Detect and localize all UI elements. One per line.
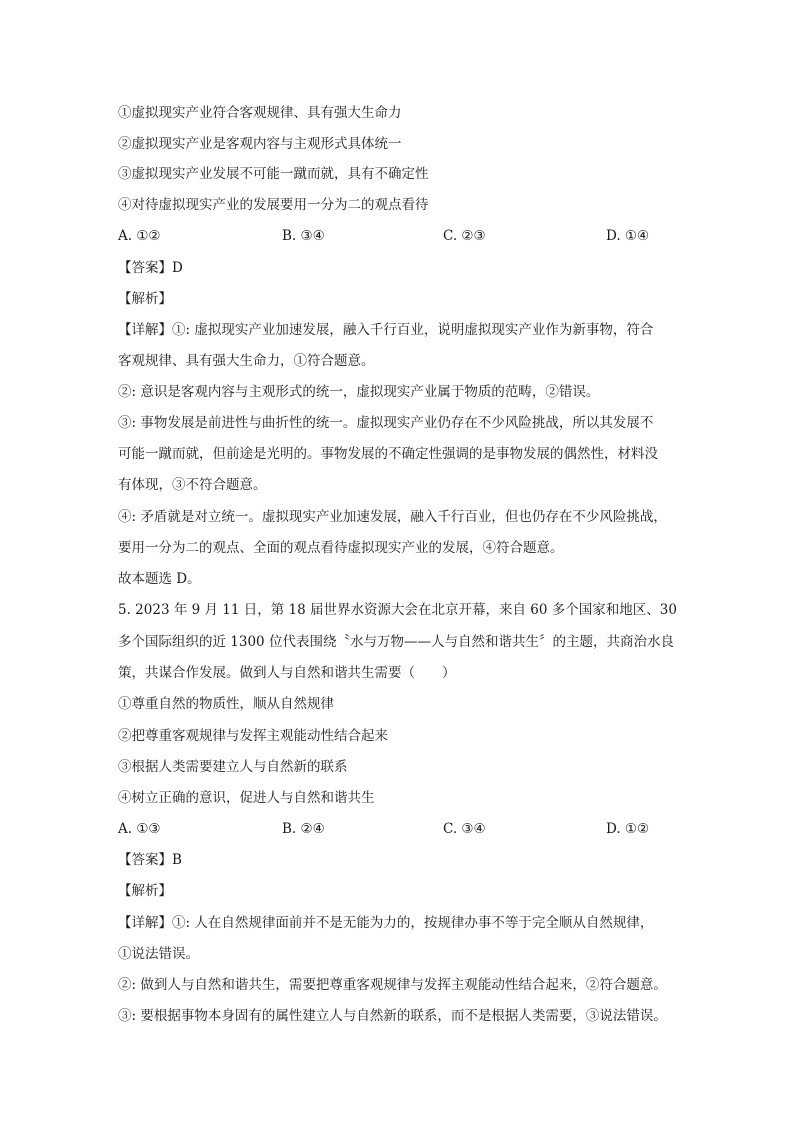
q4-option-c: C. ②③	[443, 228, 486, 244]
q4-detail-line-4: ③: 事物发展是前进性与曲折性的统一。虚拟现实产业仍存在不少风险挑战，所以其发展不	[118, 415, 654, 431]
q4-detail-line-5: 可能一蹴而就，但前途是光明的。事物发展的不确定性强调的是事物发展的偶然性，材料没	[118, 446, 658, 462]
q5-detail-line-1	[118, 913, 653, 933]
q4-conclusion: 故本题选 D。	[118, 571, 201, 587]
q5-detail-line-3: ②: 做到人与自然和谐共生，需要把尊重客观规律与发挥主观能动性结合起来，②符合题意。	[118, 977, 667, 993]
q4-detail-line-2: 客观规律、具有强大生命力，①符合题意。	[118, 353, 375, 369]
q4-statement-2: ②虚拟现实产业是客观内容与主观形式具体统一	[118, 136, 402, 152]
q4-detail-line-1	[118, 320, 653, 340]
q5-option-a: A. ①③	[118, 821, 161, 837]
q5-analysis-tag: 【解析】	[118, 883, 172, 899]
q4-detail-line-6: 有体现，③不符合题意。	[118, 477, 267, 493]
q4-statement-4: ④对待虚拟现实产业的发展要用一分为二的观点看待	[118, 197, 429, 213]
q5-option-b: B. ②④	[282, 821, 325, 837]
q4-statement-3: ③虚拟现实产业发展不可能一蹴而就，具有不确定性	[118, 166, 429, 182]
q5-answer-value: B	[172, 852, 182, 868]
q5-answer	[118, 850, 182, 870]
q4-detail-line-3: ②: 意识是客观内容与主观形式的统一，虚拟现实产业属于物质的范畴，②错误。	[118, 384, 600, 400]
q4-analysis-tag: 【解析】	[118, 291, 172, 307]
q4-detail-line-7: ④: 矛盾就是对立统一。虚拟现实产业加速发展，融入千行百业，但也仍存在不少风险挑战，	[118, 509, 667, 525]
q5-option-c: C. ③④	[443, 821, 486, 837]
q4-detail-text-1: ①: 虚拟现实产业加速发展，融入千行百业，说明虚拟现实产业作为新事物，符合	[172, 322, 654, 338]
q5-statement-4: ④树立正确的意识，促进人与自然和谐共生	[118, 790, 375, 806]
q4-option-a: A. ①②	[118, 228, 161, 244]
q5-statement-1: ①尊重自然的物质性，顺从自然规律	[118, 696, 334, 712]
q5-answer-tag: 【答案】	[118, 852, 172, 868]
q5-option-d: D. ①②	[606, 821, 650, 837]
q5-detail-line-2: ①说法错误。	[118, 946, 199, 962]
q4-statement-1: ①虚拟现实产业符合客观规律、具有强大生命力	[118, 105, 402, 121]
q4-detail-tag: 【详解】	[118, 322, 172, 338]
q5-detail-line-4: ③: 要根据事物本身固有的属性建立人与自然新的联系，而不是根据人类需要，③说法错误。	[118, 1008, 667, 1024]
q5-options	[118, 819, 678, 839]
q4-options	[118, 226, 678, 246]
q5-detail-text-1: ①: 人在自然规律面前并不是无能为力的，按规律办事不等于完全顺从自然规律，	[172, 915, 654, 931]
q4-option-d: D. ①④	[606, 228, 650, 244]
q5-detail-tag: 【详解】	[118, 915, 172, 931]
q4-answer	[118, 258, 183, 278]
q5-statement-3: ③根据人类需要建立人与自然新的联系	[118, 759, 348, 775]
q4-answer-value: D	[172, 260, 183, 276]
q4-detail-line-8: 要用一分为二的观点、全面的观点看待虚拟现实产业的发展，④符合题意。	[118, 540, 564, 556]
q4-answer-tag: 【答案】	[118, 260, 172, 276]
q5-stem-line-3: 策，共谋合作发展。做到人与自然和谐共生需要（ ）	[118, 665, 456, 681]
q5-stem-line-2: 多个国际组织的近 1300 位代表围绕〝水与万物——人与自然和谐共生〞的主题，共商治水良	[118, 634, 674, 650]
q4-option-b: B. ③④	[282, 228, 325, 244]
q5-stem-line-1: 5. 2023 年 9 月 11 日，第 18 届世界水资源大会在北京开幕，来自 60 多个国家和地区、30	[118, 602, 677, 618]
q5-statement-2: ②把尊重客观规律与发挥主观能动性结合起来	[118, 728, 388, 744]
